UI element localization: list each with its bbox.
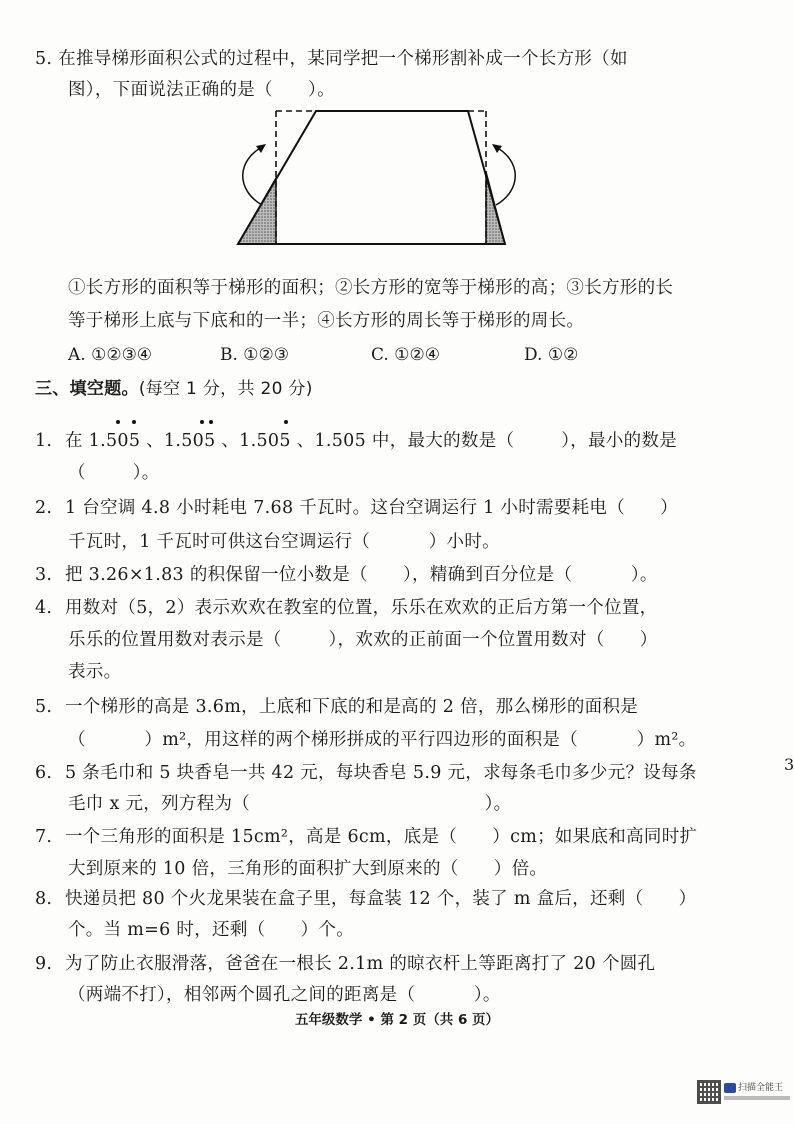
q5-text-line1: 5. 在推导梯形面积公式的过程中，某同学把一个梯形割补成一个长方形（如 [35, 49, 628, 69]
q9-line2: （两端不打），相邻两个圆孔之间的距离是（ ）。 [68, 985, 501, 1005]
q1-line2: （ ）。 [68, 463, 160, 483]
q9-line1 [35, 951, 655, 977]
q5-fill-line1 [35, 694, 638, 720]
q1-number: 1. [35, 431, 53, 451]
left-arrowhead [256, 144, 266, 153]
q4-line3: 表示。 [68, 662, 122, 682]
q6-text-1: 5 条毛巾和 5 块香皂一共 42 元，每块香皂 5.9 元，求每条毛巾多少元？设每条 [65, 763, 697, 783]
section-3-heading [35, 376, 313, 402]
q8-text-1: 快递员把 80 个火龙果装在盒子里，每盒装 12 个，装了 m 盒后，还剩（ ） [65, 889, 697, 909]
q6-line1 [35, 760, 697, 786]
q6-line2: 毛巾 x 元，列方程为（ ）。 [68, 794, 512, 814]
q5-statements-line2: 等于梯形上底与下底和的一半；④长方形的周长等于梯形的周长。 [68, 311, 585, 331]
q5-fill-text-1: 一个梯形的高是 3.6m，上底和下底的和是高的 2 倍，那么梯形的面积是 [65, 697, 639, 717]
q5-fill-number: 5. [35, 697, 53, 717]
option-d: D. ①② [524, 345, 579, 365]
q5-text-line2: 图），下面说法正确的是（ ）。 [68, 80, 335, 100]
side-page-number: 3 [784, 755, 794, 774]
right-move-arrow [494, 146, 515, 205]
q5-fill-line2: （ ）m²，用这样的两个梯形拼成的平行四边形的面积是（ ）m²。 [68, 730, 697, 750]
scanner-logo-icon [724, 1083, 736, 1093]
section-title: 三、填空题。 [35, 379, 139, 399]
option-a: A. ①②③④ [68, 345, 153, 365]
q2-line1 [35, 495, 678, 521]
q3-text-1: 把 3.26×1.83 的积保留一位小数是（ ），精确到百分位是（ ）。 [65, 565, 658, 585]
q9-number: 9. [35, 954, 53, 974]
q7-line2: 大到原来的 10 倍，三角形的面积扩大到原来的（ ）倍。 [68, 859, 548, 879]
q3-number: 3. [35, 565, 53, 585]
q8-number: 8. [35, 889, 53, 909]
q6-number: 6. [35, 763, 53, 783]
page-footer: 五年级数学 • 第 2 页（共 6 页） [294, 1012, 500, 1028]
q8-line2: 个。当 m=6 时，还剩（ ）个。 [68, 920, 354, 940]
q4-line2: 乐乐的位置用数对表示是（ ），欢欢的正前面一个位置用数对（ ） [68, 630, 658, 650]
q2-text-1: 1 台空调 4.8 小时耗电 7.68 千瓦时。这台空调运行 1 小时需要耗电（ ） [65, 498, 678, 518]
q2-line2: 千瓦时，1 千瓦时可供这台空调运行（ ）小时。 [68, 532, 500, 552]
option-c: C. ①②④ [371, 345, 440, 365]
q8-line1 [35, 886, 696, 912]
q4-text-1: 用数对（5，2）表示欢欢在教室的位置，乐乐在欢欢的正后方第一个位置， [65, 598, 658, 618]
q1-line1 [35, 428, 677, 454]
q7-line1 [35, 824, 697, 850]
left-move-arrow [243, 146, 264, 205]
q4-line1 [35, 595, 657, 621]
repeat-dot-1b [132, 420, 136, 424]
section-note: (每空 1 分，共 20 分) [138, 379, 313, 399]
repeat-dot-2a [200, 420, 204, 424]
repeat-dot-2b [209, 420, 213, 424]
q7-text-1: 一个三角形的面积是 15cm²，高是 6cm，底是（ ）cm；如果底和高同时扩 [65, 827, 698, 847]
q5-statements-line1: ①长方形的面积等于梯形的面积；②长方形的宽等于梯形的高；③长方形的长 [68, 278, 674, 298]
trapezoid [238, 111, 505, 244]
repeat-dot-3 [284, 420, 288, 424]
right-arrowhead [492, 144, 502, 153]
qr-code-icon [697, 1080, 721, 1104]
q2-number: 2. [35, 498, 53, 518]
scanner-logo-text: 扫描全能王 [738, 1083, 784, 1093]
q4-number: 4. [35, 598, 53, 618]
q1-text-1: 在 1.505 、1.505 、1.505 、1.505 中，最大的数是（ ），最小的数是 [65, 431, 678, 451]
repeat-dot-1a [116, 420, 120, 424]
q7-number: 7. [35, 827, 53, 847]
q3-line1 [35, 562, 658, 588]
scanner-logo-subtext [724, 1096, 790, 1100]
q9-text-1: 为了防止衣服滑落，爸爸在一根长 2.1m 的晾衣杆上等距离打了 20 个圆孔 [65, 954, 656, 974]
option-b: B. ①②③ [220, 345, 290, 365]
